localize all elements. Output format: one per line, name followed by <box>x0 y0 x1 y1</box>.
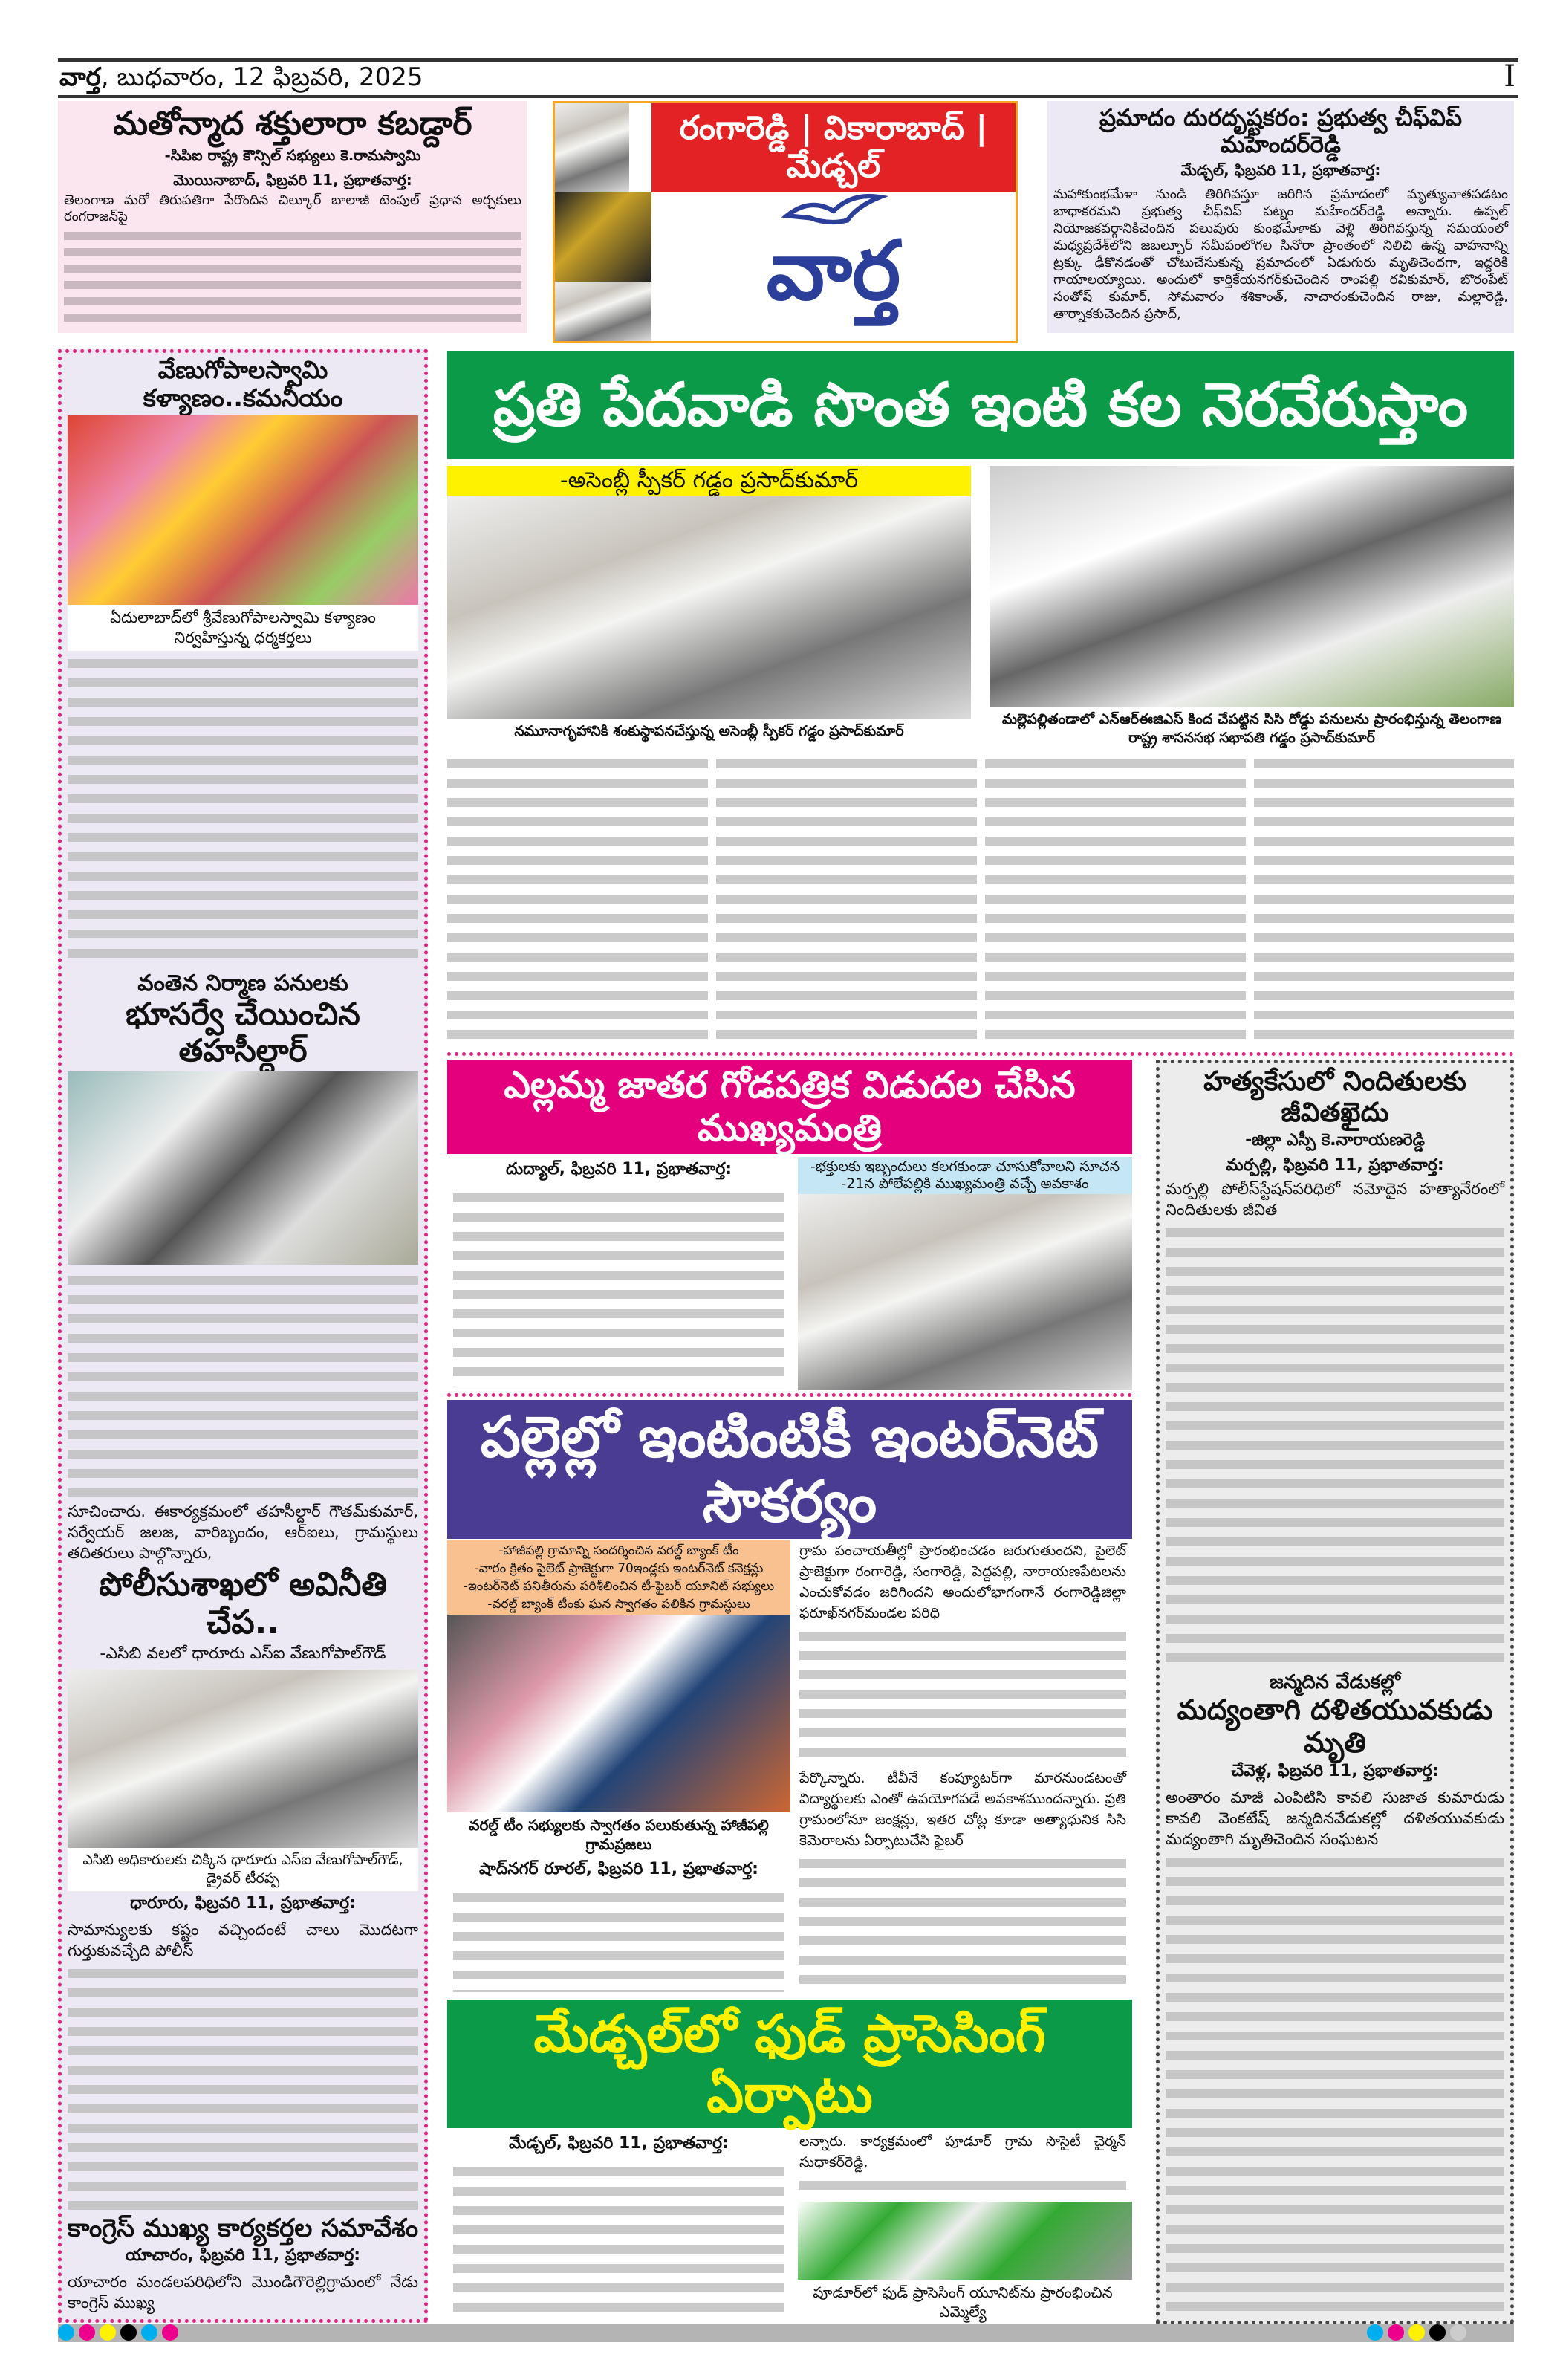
survey-photo <box>68 1071 418 1265</box>
byline: -జిల్లా ఎస్పీ కె.నారాయణరెడ్డి <box>1245 1131 1425 1150</box>
headline: మతోన్మాద శక్తులారా కబడ్దార్ <box>113 105 472 143</box>
yellamma-photo <box>798 1194 1132 1390</box>
article-body-continued <box>799 2176 1126 2199</box>
article-body-continued <box>1166 1223 1504 1669</box>
registration-marks-right <box>1367 2324 1466 2341</box>
article-body: గ్రామ పంచాయతీల్లో ప్రారంభించడం జరుగుతుందని, పైలెట్ ప్రాజెక్టుగా రంగారెడ్డి, సంగారెడ్డి, పెద్దపల్లి, నారాయణపేటలను ఎంచుకోవడం జరిగిందని అందులోభాగంగానే రంగారెడ్డిజిల్లా ఫరూఖ్‌నగర్‌మండల పరిధి <box>799 1542 1126 1621</box>
article-body-continued <box>1166 1852 1504 2318</box>
article-body-continued <box>1053 325 1508 330</box>
headline-acb: పోలీసుశాఖలో అవినీతి చేప.. <box>99 1566 387 1641</box>
headline-kalyanam: వేణుగోపాలస్వామి కళ్యాణం..కమనీయం <box>143 355 343 412</box>
dateline: చేవెళ్ల, ఫిబ్రవరి 11, ప్రభాతవార్త: <box>1231 1762 1439 1781</box>
article-body-continued <box>64 228 521 330</box>
kalyanam-photo <box>68 415 418 605</box>
headline-congress: కాంగ్రెస్ ముఖ్య కార్యకర్తల సమావేశం <box>67 2213 419 2243</box>
photo-caption: ఎసిబి అధికారులకు చిక్కిన ధారూరు ఎస్ఐ వేణుగోపాల్‌గౌడ్, డ్రైవర్ టీరప్ప <box>68 1848 418 1890</box>
dateline: యాచారం, ఫిబ్రవరి 11, ప్రభాతవార్త: <box>125 2246 361 2266</box>
dateline: షాద్‌నగర్ రూరల్, ఫిబ్రవరి 11, ప్రభాతవార్త: <box>479 1859 758 1878</box>
lead-photos <box>447 466 1514 750</box>
divider <box>447 1393 1132 1397</box>
article-body <box>453 2162 784 2321</box>
subhead: -ఇంటర్‌నెట్ పనితీరును పరిశీలించిన టీ-ఫైబర్ యూనిట్ సభ్యులు <box>463 1578 775 1594</box>
article-body: మహాకుంభమేళా నుండి తిరిగివస్తూ జరిగిన ప్రమాదంలో మృత్యువాతపడటం బాధాకరమని ప్రభుత్వ చీఫ్‌విప్ పట్నం మహేందర్‌రెడ్డి అన్నారు. ఉప్పల్ నియోజకవర్గానికిచెందిన పలువురు కుంభమేళాకు వెళ్లి తిరిగివస్తున్న సమయంలో మధ్యప్రదేశ్‌లోని జబల్పూర్ సమీపంలోగల సినోరా ప్రాంతంలో నిలిచి ఉన్న వాహనాన్ని ట్రక్కు ఢీకొనడంతో చోటుచేసుకున్న ప్రమాదంలో ఏడుగురు మృతిచెందగా, ఇద్దరికి గాయాలయ్యాయి. అందులో కార్తికేయనగర్‌కుచెందిన రాంపల్లి రవికుమార్, బొరంపేట్ సంతోష్ కుమార్, సోమవారం శశికాంత్, నాచారంకుచెందిన రాజు, మల్లారెడ్డి, తార్నాకకుచెందిన ప్రసాద్, <box>1053 187 1508 322</box>
registration-marks-left <box>58 2324 178 2341</box>
dateline: మేడ్చల్, ఫిబ్రవరి 11, ప్రభాతవార్త: <box>509 2134 729 2153</box>
center-column <box>447 1060 1132 2324</box>
internet-subheads <box>447 1540 790 1615</box>
temple-photo <box>555 103 629 192</box>
lower-area <box>447 1060 1514 2324</box>
region-banner: రంగారెడ్డి | వికారాబాద్ | మేడ్చల్ <box>651 103 1016 192</box>
article-top-left <box>58 101 527 333</box>
yellamma-row <box>447 1157 1132 1390</box>
subhead: -వారం క్రితం పైలెట్ ప్రాజెక్టుగా 70ఇండ్లకు ఇంటర్‌నెట్ కనెక్షన్లు <box>474 1560 764 1576</box>
kicker: జన్మదిన వేడుకల్లో <box>1269 1671 1401 1694</box>
lead-caption-2: మల్లెపల్లితండాలో ఎన్‌ఆర్‌ఈజిఎస్ కింద చేపట్టిన సిసి రోడ్డు పనులను ప్రారంభిస్తున్న తెలంగాణ రాష్ట్ర శాసనసభ సభాపతి గడ్డం ప్రసాద్‌కుమార్ <box>1001 711 1502 746</box>
issue-date: బుధవారం, 12 ఫిబ్రవరి, 2025 <box>117 62 423 92</box>
masthead-logo <box>553 101 1018 343</box>
subhead: -భక్తులకు ఇబ్బందులు కలగకుండా చూసుకోవాలని సూచన <box>810 1158 1120 1176</box>
article-body <box>453 1188 784 1387</box>
left-column <box>58 349 428 2323</box>
right-column <box>1156 1060 1514 2324</box>
internet-row <box>447 1540 1132 1996</box>
building-photo <box>555 282 651 341</box>
article-body: మర్పల్లి పోలీస్‌స్టేషన్‌పరిధిలో నమోదైన హత్యానేరంలో నిందితులకు జీవిత <box>1166 1180 1504 1219</box>
yellamma-article <box>447 1157 790 1390</box>
logo-wordmark: వార్త <box>766 223 901 318</box>
headline: ప్రమాదం దురదృష్టకరం: ప్రభుత్వ చీఫ్‌విప్ మహేందర్‌రెడ్డి <box>1099 105 1463 158</box>
acb-photo <box>68 1670 418 1848</box>
yellamma-subheads <box>798 1157 1132 1194</box>
article-body: యాచారం మండలపరిధిలోని మొండిగౌరెల్లిగ్రామంలో నేడు కాంగ్రెస్ ముఖ్య <box>68 2273 418 2312</box>
subhead: -హాజీపల్లి గ్రామాన్ని సందర్శించిన వరల్డ్ బ్యాంక్ టీం <box>498 1543 739 1558</box>
internet-article-left <box>447 1540 790 1996</box>
photo-caption: ఏదులాబాద్‌లో శ్రీవేణుగోపాలస్వామి కళ్యాణం నిర్వహిస్తున్న ధర్మకర్తలు <box>68 605 418 652</box>
header-rule-top <box>58 58 1518 62</box>
article-body-end: సూచించారు. ఈకార్యక్రమంలో తహసీల్దార్ గౌతమ్‌కుమార్, సర్వేయర్ జలజ, వారిబృందం, ఆర్‌ఐలు, గ్రామస్థులు తదితరులు పాల్గొన్నారు, <box>68 1502 418 1563</box>
deity-photo <box>555 192 651 282</box>
kicker: వంతెన నిర్మాణ పనులకు <box>137 970 348 996</box>
article-body-continued <box>799 1627 1126 1765</box>
article-body: లన్నారు. కార్యక్రమంలో పూడూర్ గ్రామ సొసైటీ చైర్మన్ సుధాకర్‌రెడ్డి, <box>799 2133 1126 2171</box>
food-headline: మేడ్చల్‌లో ఫుడ్ ప్రాసెసింగ్ ఏర్పాటు <box>447 2000 1132 2128</box>
headline-dalit: మద్యంతాగి దళితయువకుడు మృతి <box>1177 1693 1493 1759</box>
lead-headline: ప్రతి పేదవాడి సొంత ఇంటి కల నెరవేరుస్తాం <box>447 351 1514 459</box>
internet-photo <box>447 1615 790 1812</box>
food-row <box>447 2131 1132 2324</box>
lead-photo-2 <box>990 466 1514 707</box>
article-body <box>453 1888 784 1993</box>
food-photo <box>798 2202 1132 2280</box>
footer-bar <box>58 2324 1514 2342</box>
dateline: మేడ్చల్, ఫిబ్రవరి 11, ప్రభాతవార్త: <box>1180 161 1381 180</box>
internet-article-right <box>793 1540 1132 1996</box>
food-caption: పూడూర్‌లో ఫుడ్ ప్రాసెసింగ్ యూనిట్‌ను ప్రారంభించిన ఎమ్మెల్యే <box>813 2283 1113 2321</box>
main-area <box>447 351 1514 2324</box>
dateline: దుద్యాల్, ఫిబ్రవరి 11, ప్రభాతవార్త: <box>505 1160 732 1179</box>
food-article-left <box>447 2131 790 2324</box>
article-body: సామాన్యులకు కష్టం వచ్చిందంటే చాలు మొదటగా గుర్తుకువచ్చేది పోలీస్ <box>68 1920 418 1959</box>
article-body-survey <box>68 1271 418 1498</box>
yellamma-headline: ఎల్లమ్మ జాతర గోడపత్రిక విడుదల చేసిన ముఖ్యమంత్రి <box>447 1060 1132 1154</box>
masthead-name: వార్త <box>59 62 101 92</box>
dateline: మర్పల్లి, ఫిబ్రవరి 11, ప్రభాతవార్త: <box>1226 1156 1444 1176</box>
page-number: I <box>1504 59 1515 94</box>
divider <box>447 1052 1514 1056</box>
headline-murder: హత్యకేసులో నిందితులకు జీవితఖైదు <box>1203 1066 1466 1128</box>
lead-body <box>447 754 1514 1048</box>
byline: -సిపిఐ రాష్ట్ర కౌన్సిల్ సభ్యులు కె.రామస్వామి <box>164 146 421 164</box>
byline: -ఎసిబి వలలో ధారూరు ఎస్ఐ వేణుగోపాల్‌గౌడ్ <box>100 1644 386 1664</box>
article-body: అంతారం మాజీ ఎంపిటిసి కావలి సుజాత కుమారుడు కావలి వెంకటేష్ జన్మదినవేడుకల్లో దళితయువకుడు మద్యంతాగి మృతిచెందిన సంఘటన <box>1166 1789 1504 1849</box>
lead-byline: -అసెంబ్లీ స్పీకర్ గడ్డం ప్రసాద్‌కుమార్ <box>447 466 971 496</box>
article-body-continued <box>68 1964 418 2211</box>
article-body-kalyanam <box>68 654 418 962</box>
article-top-right <box>1047 101 1514 333</box>
dateline: ధారూరు, ఫిబ్రవరి 11, ప్రభాతవార్త: <box>130 1893 356 1913</box>
internet-caption: వరల్డ్ టీం సభ్యులకు స్వాగతం పలుకుతున్న హాజీపల్లి గ్రామప్రజలు <box>469 1815 769 1853</box>
food-article-right <box>793 2131 1132 2324</box>
headline-bhusurvey: భూసర్వే చేయించిన తహసీల్దార్ <box>126 996 360 1069</box>
page-header: వార్త, బుధవారం, 12 ఫిబ్రవరి, 2025 <box>59 62 423 92</box>
lead-photo-1 <box>447 496 971 719</box>
subhead: -21న పోలేపల్లికి ముఖ్యమంత్రి వచ్చే అవకాశం <box>841 1176 1089 1193</box>
dateline: మొయినాబాద్, ఫిబ్రవరి 11, ప్రభాతవార్త: <box>173 170 412 189</box>
article-body: పేర్కొన్నారు. టీవీనే కంప్యూటర్‌గా మారనుండటంతో విద్యార్థులకు ఎంతో ఉపయోగపడే అవకాశముందన్నారు. ప్రతి గ్రామంలోనూ జంక్షన్లు, ఇతర చోట్ల కూడా అత్యాధునిక సిసి కెమెరాలను ఏర్పాటుచేసి ఫైబర్ <box>799 1769 1126 1849</box>
article-body: తెలంగాణ మరో తిరుపతిగా పేరొందిన చిల్కూర్ బాలాజీ టెంపుల్ ప్రధాన అర్చకులు రంగరాజన్‌పై <box>64 192 521 224</box>
article-body-continued <box>799 1854 1126 1992</box>
header-rule-bottom <box>58 95 1518 98</box>
internet-headline: పల్లెల్లో ఇంటింటికీ ఇంటర్‌నెట్ సౌకర్యం <box>447 1400 1132 1539</box>
subhead: -వరల్డ్ బ్యాంక్ టీంకు ఘన స్వాగతం పలికిన గ్రామస్థులు <box>487 1596 750 1612</box>
lead-caption-1: నమూనాగృహానికి శంకుస్థాపనచేస్తున్న అసెంబ్లీ స్పీకర్ గడ్డం ప్రసాద్‌కుమార్ <box>514 722 904 739</box>
